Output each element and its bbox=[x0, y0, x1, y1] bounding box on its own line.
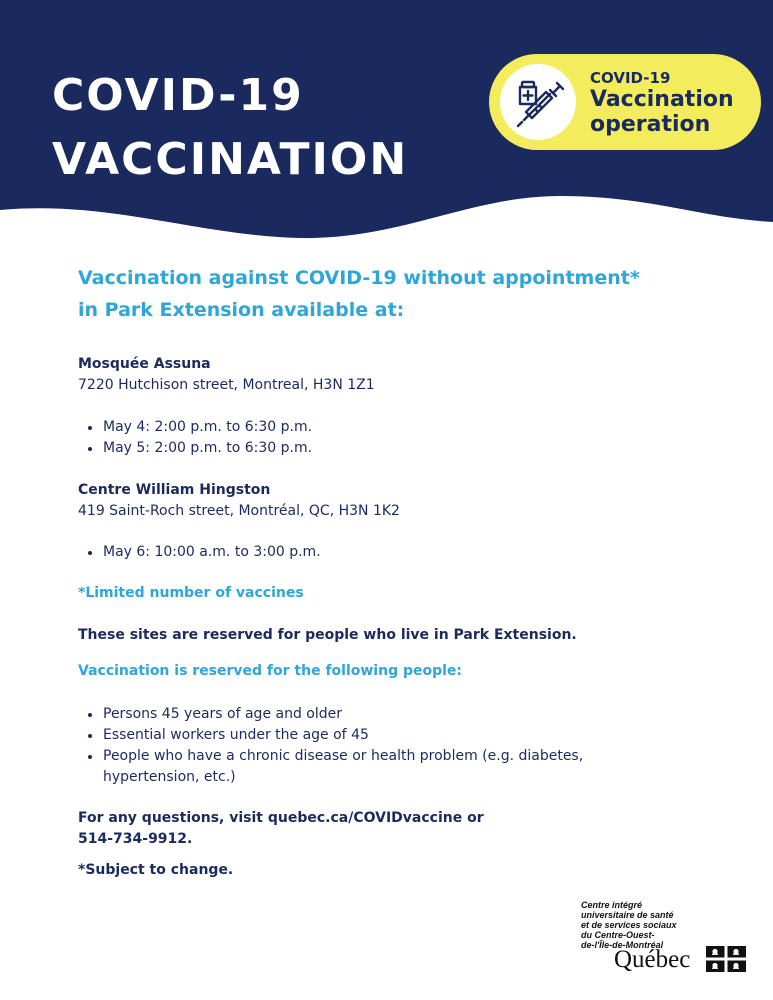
vaccination-operation-badge bbox=[489, 54, 761, 150]
eligibility-item: Essential workers under the age of 45 bbox=[78, 725, 583, 746]
questions-phone: 514-734-9912. bbox=[78, 831, 193, 847]
logo-text-line: du Centre-Ouest- bbox=[581, 930, 655, 940]
intro-section bbox=[78, 262, 718, 326]
intro-line-1: Vaccination against COVID-19 without appointment* bbox=[78, 267, 640, 289]
intro-heading bbox=[78, 262, 718, 326]
vaccine-vial-syringe-icon bbox=[510, 74, 566, 130]
quebec-flag-icon bbox=[706, 946, 746, 972]
quebec-wordmark: Québec bbox=[614, 946, 691, 973]
site-schedule-list bbox=[78, 417, 312, 459]
title-line-1: COVID-19 bbox=[52, 70, 304, 121]
eligibility-item: Persons 45 years of age and older bbox=[78, 704, 583, 725]
intro-line-2: in Park Extension available at: bbox=[78, 299, 405, 321]
schedule-item: May 5: 2:00 p.m. to 6:30 p.m. bbox=[78, 438, 312, 459]
eligibility-heading: Vaccination is reserved for the following people: bbox=[78, 663, 463, 679]
logo-text-line: et de services sociaux bbox=[581, 920, 677, 930]
badge-line-3: operation bbox=[590, 112, 711, 137]
badge-line-2: Vaccination bbox=[590, 87, 734, 112]
schedule-item: May 4: 2:00 p.m. to 6:30 p.m. bbox=[78, 417, 312, 438]
badge-line-1: COVID-19 bbox=[590, 69, 671, 87]
logo-text-line: Centre intégré bbox=[581, 900, 643, 910]
ciusss-logo bbox=[581, 900, 751, 950]
site-name: Mosquée Assuna bbox=[78, 356, 211, 372]
eligibility-item: People who have a chronic disease or health problem (e.g. diabetes, bbox=[78, 746, 583, 767]
site-name: Centre William Hingston bbox=[78, 482, 271, 498]
questions-contact bbox=[78, 808, 484, 850]
schedule-item: May 6: 10:00 a.m. to 3:00 p.m. bbox=[78, 542, 321, 563]
title-line-2: VACCINATION bbox=[52, 134, 409, 185]
badge-icon-circle bbox=[500, 64, 576, 140]
badge-text bbox=[590, 70, 734, 137]
questions-line-1: For any questions, visit quebec.ca/COVIDvaccine or bbox=[78, 810, 484, 826]
site-address: 7220 Hutchison street, Montreal, H3N 1Z1 bbox=[78, 377, 375, 393]
page-title bbox=[52, 64, 408, 192]
logo-text-line: universitaire de santé bbox=[581, 910, 674, 920]
eligibility-item-continuation: hypertension, etc.) bbox=[103, 769, 236, 785]
limited-vaccines-note: *Limited number of vaccines bbox=[78, 585, 304, 601]
residents-note: These sites are reserved for people who live in Park Extension. bbox=[78, 627, 577, 643]
eligibility-list bbox=[78, 704, 583, 788]
subject-to-change-note: *Subject to change. bbox=[78, 862, 234, 878]
site-schedule-list bbox=[78, 542, 321, 563]
logo-text-line: de-l'Île-de-Montréal bbox=[581, 940, 664, 950]
site-address: 419 Saint-Roch street, Montréal, QC, H3N 1K2 bbox=[78, 503, 400, 519]
